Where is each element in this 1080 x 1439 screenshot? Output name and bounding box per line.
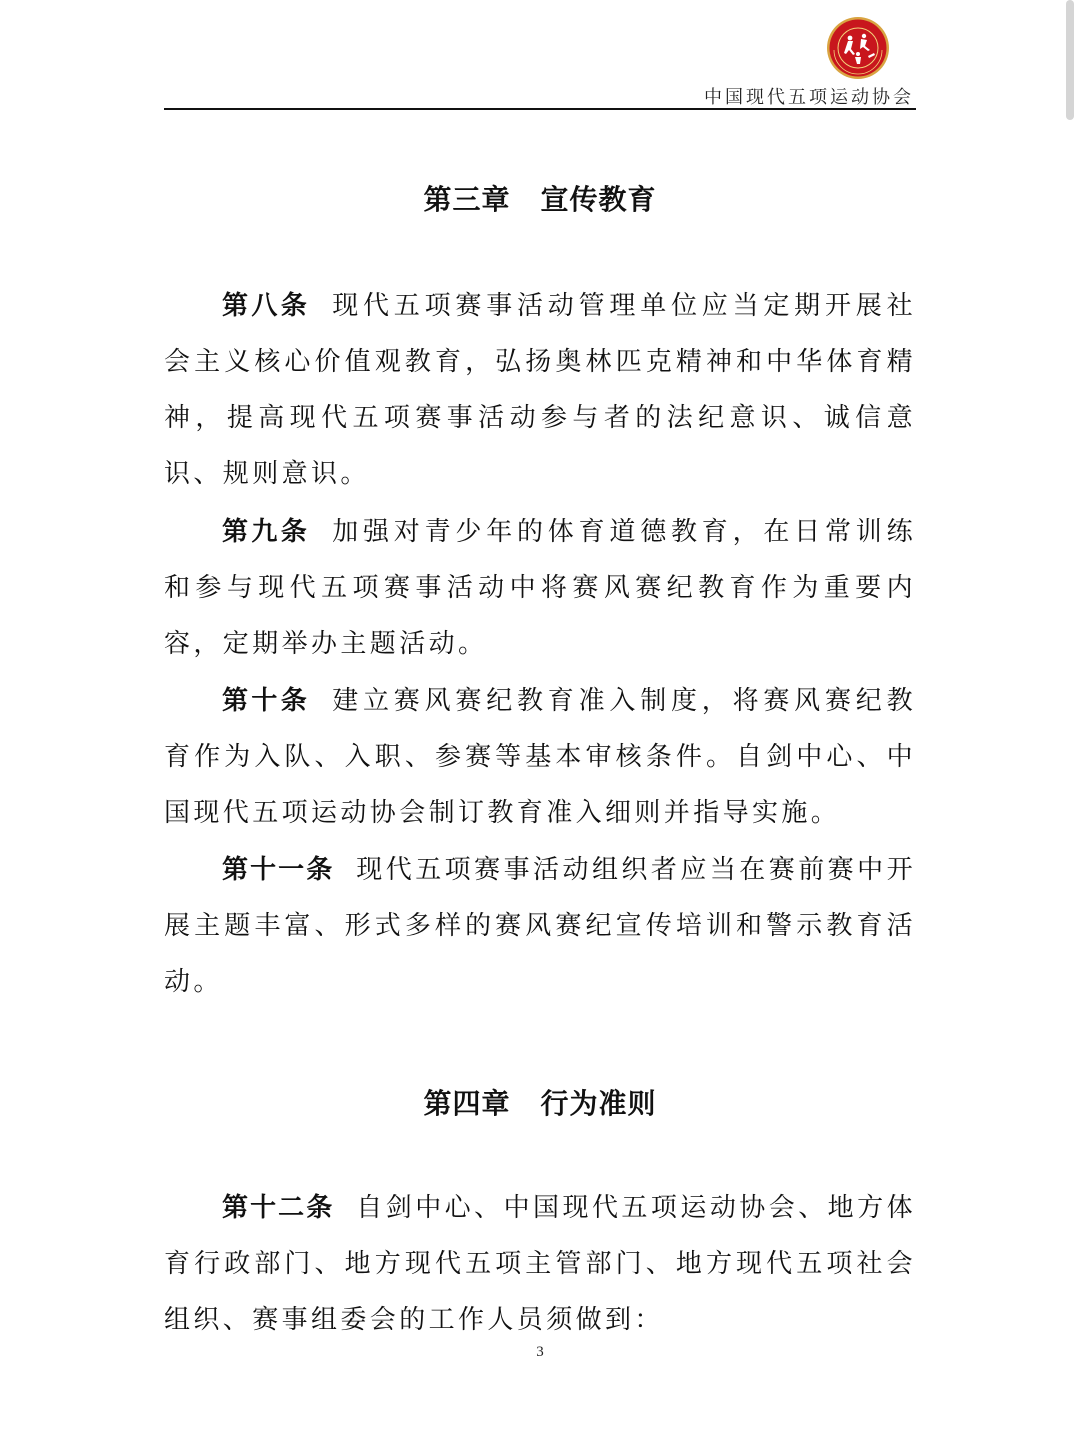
article-label: 第九条 <box>222 517 311 547</box>
chapter-number: 第三章 <box>423 183 511 216</box>
chapter-title: 行为准则 <box>540 1087 657 1120</box>
chapter-number: 第四章 <box>423 1087 511 1120</box>
article-text: 现代五项赛事活动管理单位应当定期开展社会主义核心价值观教育，弘扬奥林匹克精神和中华体育精神，提高现代五项赛事活动参与者的法纪意识、诚信意识、规则意识。 <box>164 291 916 489</box>
chapter-title: 宣传教育 <box>540 183 657 216</box>
article-label: 第十条 <box>222 686 311 716</box>
article-text: 建立赛风赛纪教育准入制度，将赛风赛纪教育作为入队、入职、参赛等基本审核条件。自剑中心、中国现代五项运动协会制订教育准入细则并指导实施。 <box>164 686 916 828</box>
article-paragraph <box>164 1180 916 1348</box>
article-label: 第八条 <box>222 291 311 321</box>
chapter-heading <box>0 178 1080 218</box>
scrollbar-thumb[interactable] <box>1066 0 1074 120</box>
association-logo-icon <box>826 16 890 80</box>
article-text: 自剑中心、中国现代五项运动协会、地方体育行政部门、地方现代五项主管部门、地方现代五项社会组织、赛事组委会的工作人员须做到： <box>164 1193 916 1335</box>
article-paragraph <box>164 842 916 1010</box>
article-paragraph <box>164 504 916 672</box>
header-organization-name: 中国现代五项运动协会 <box>704 87 914 108</box>
article-text: 现代五项赛事活动组织者应当在赛前赛中开展主题丰富、形式多样的赛风赛纪宣传培训和警示教育活动。 <box>164 855 916 997</box>
page-number: 3 <box>536 1344 544 1360</box>
article-paragraph <box>164 673 916 841</box>
header-divider <box>164 108 916 110</box>
article-label: 第十一条 <box>222 855 335 885</box>
article-paragraph <box>164 278 916 502</box>
article-text: 加强对青少年的体育道德教育，在日常训练和参与现代五项赛事活动中将赛风赛纪教育作为重要内容，定期举办主题活动。 <box>164 517 916 659</box>
article-label: 第十二条 <box>222 1193 335 1223</box>
chapter-heading <box>0 1082 1080 1122</box>
